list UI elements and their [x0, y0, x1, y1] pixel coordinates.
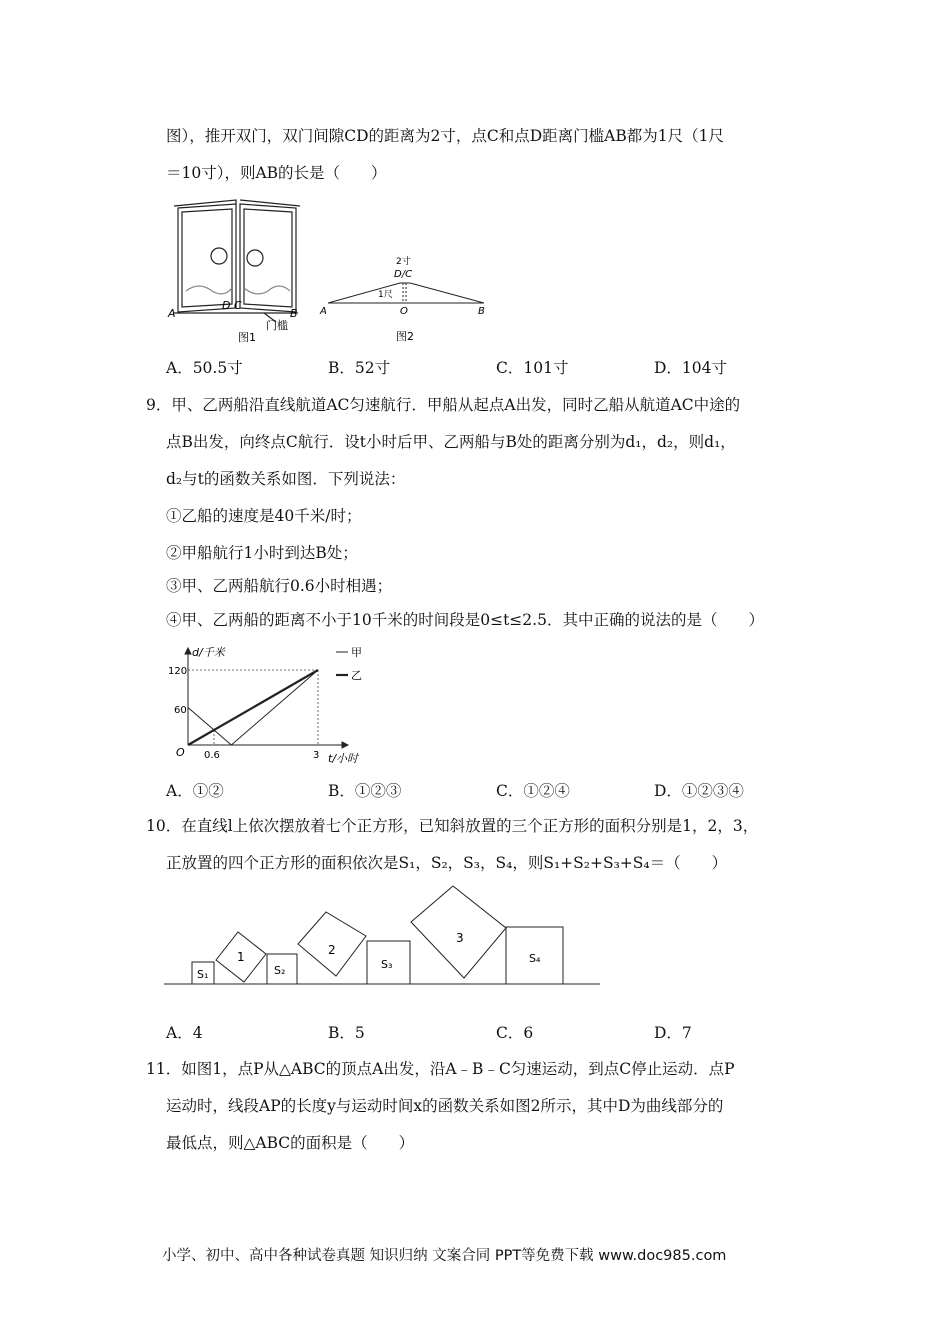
q10-squares-figure	[164, 880, 604, 992]
y-tick-60: 60	[174, 705, 187, 716]
q10-option-b[interactable]: B．5	[328, 1024, 365, 1042]
q8-option-c[interactable]: C．101寸	[496, 359, 569, 377]
q8-text-line2: ＝10寸），则AB的长是（ ）	[166, 164, 387, 182]
q9-text-line3: d₂与t的函数关系如图．下列说法：	[166, 470, 406, 488]
y-axis-arrow	[185, 648, 191, 654]
x-axis-label: t/小时	[328, 752, 359, 765]
q8-option-a[interactable]: A．50.5寸	[166, 359, 243, 377]
legend-jia: 甲	[351, 646, 362, 659]
fig1-point-dc: D C	[222, 299, 242, 312]
q11-text-line1: 11．如图1，点P从△ABC的顶点A出发，沿A﹣B﹣C匀速运动，到点C停止运动．点P	[146, 1060, 735, 1078]
q9-text-line1: 9．甲、乙两船沿直线航道AC匀速航行．甲船从起点A出发，同时乙船从航道AC中途的	[146, 396, 741, 414]
fig2-point-b: B	[478, 306, 485, 317]
fig1-caption: 图1	[238, 331, 256, 344]
q9-option-c[interactable]: C．①②④	[496, 782, 570, 800]
fig2-caption: 图2	[396, 330, 414, 343]
q9-statement-4: ④甲、乙两船的距离不小于10千米的时间段是0≤t≤2.5．其中正确的说法的是（ ）	[166, 611, 764, 629]
fig2-point-a: A	[320, 306, 327, 317]
label-s4: S₄	[529, 952, 541, 965]
x-axis-arrow	[342, 742, 348, 748]
y-axis-label: d/千米	[192, 646, 225, 659]
q9-statement-2: ②甲船航行1小时到达B处；	[166, 544, 358, 562]
q11-text-line2: 运动时，线段AP的长度y与运动时间x的函数关系如图2所示，其中D为曲线部分的	[166, 1097, 724, 1115]
fig1-threshold-label: 门槛	[266, 319, 288, 332]
fig2-height-label: 1尺	[378, 290, 393, 300]
label-s3: S₃	[381, 958, 393, 971]
label-1: 1	[237, 950, 245, 964]
fig1-point-b: B	[290, 307, 298, 320]
fig2-dc-label: D/C	[394, 269, 413, 280]
q8-figure2-triangle	[318, 250, 498, 346]
label-2: 2	[328, 943, 336, 957]
q10-option-a[interactable]: A．4	[166, 1024, 203, 1042]
q9-statement-3: ③甲、乙两船航行0.6小时相遇；	[166, 577, 393, 595]
q10-option-c[interactable]: C．6	[496, 1024, 534, 1042]
y-tick-120: 120	[168, 666, 188, 677]
legend-yi: 乙	[351, 669, 362, 682]
q8-text-line1: 图），推开双门，双门间隙CD的距离为2寸，点C和点D距离门槛AB都为1尺（1尺	[166, 127, 724, 145]
q9-distance-time-graph	[166, 640, 376, 768]
label-3: 3	[456, 931, 464, 945]
label-s2: S₂	[274, 964, 286, 977]
q10-option-d[interactable]: D．7	[654, 1024, 692, 1042]
fig2-gap-label: 2寸	[396, 257, 411, 267]
origin-label: O	[176, 746, 185, 759]
q9-statement-1: ①乙船的速度是40千米/时；	[166, 507, 362, 525]
q8-figure1-doors	[164, 196, 314, 346]
q10-text-line1: 10．在直线l上依次摆放着七个正方形，已知斜放置的三个正方形的面积分别是1，2，3，	[146, 817, 759, 835]
q9-option-d[interactable]: D．①②③④	[654, 782, 744, 800]
q9-option-a[interactable]: A．①②	[166, 782, 224, 800]
fig1-point-a: A	[168, 307, 176, 320]
q9-text-line2: 点B出发，向终点C航行．设t小时后甲、乙两船与B处的距离分别为d₁，d₂，则d₁，	[166, 433, 736, 451]
footer-banner: 小学、初中、高中各种试卷真题 知识归纳 文案合同 PPT等免费下载 www.doc985.com	[162, 1248, 727, 1264]
x-tick-3: 3	[313, 750, 320, 761]
q8-option-b[interactable]: B．52寸	[328, 359, 391, 377]
fig2-point-o: O	[400, 306, 408, 317]
q11-text-line3: 最低点，则△ABC的面积是（ ）	[166, 1134, 415, 1152]
q10-text-line2: 正放置的四个正方形的面积依次是S₁，S₂，S₃，S₄，则S₁+S₂+S₃+S₄＝（ ）	[166, 854, 728, 872]
x-tick-0-6: 0.6	[204, 750, 220, 761]
label-s1: S₁	[197, 968, 209, 981]
q9-option-b[interactable]: B．①②③	[328, 782, 402, 800]
q8-option-d[interactable]: D．104寸	[654, 359, 728, 377]
series-line-yi	[188, 670, 318, 745]
